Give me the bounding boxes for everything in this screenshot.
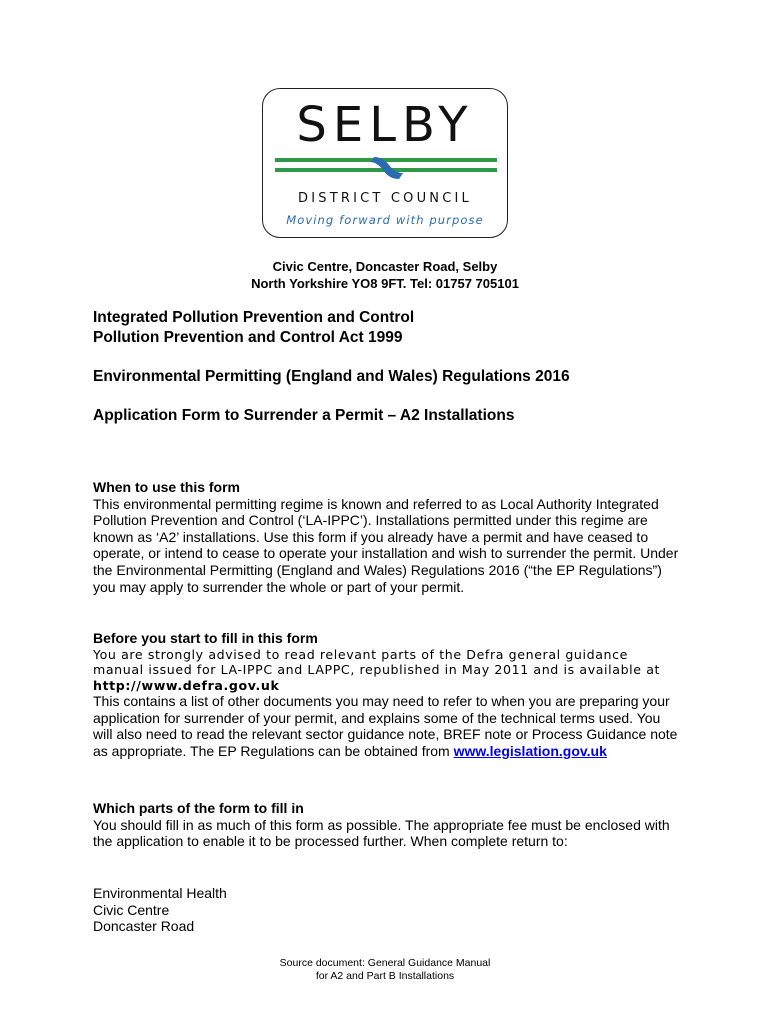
section-heading: Before you start to fill in this form bbox=[93, 630, 318, 646]
section-body-text: This contains a list of other documents you may need to refer to when you are preparing your application for surrender of your permit, and explains some of the technical terms used. You will also need to read the relevant sector guidance note, BREF note or Process Guidance note as appropriate. The EP Regulations can be obtained from bbox=[93, 693, 678, 759]
section-before-you-start bbox=[93, 630, 683, 759]
section-body: You should fill in as much of this form as possible. The appropriate fee must be enclosed with the application to enable it to be processed further. When complete return to: bbox=[93, 816, 670, 850]
return-address-line: Environmental Health bbox=[93, 885, 227, 901]
defra-url: http://www.defra.gov.uk bbox=[93, 677, 280, 693]
logo-tagline: Moving forward with purpose bbox=[286, 213, 484, 227]
return-address-line: Civic Centre bbox=[93, 901, 170, 918]
legislation-link[interactable]: www.legislation.gov.uk bbox=[453, 742, 607, 759]
logo-wordmark: SELBY bbox=[296, 97, 474, 153]
title-application-form: Application Form to Surrender a Permit – A2 Installations bbox=[93, 407, 515, 424]
section-heading: Which parts of the form to fill in bbox=[93, 800, 304, 816]
title-ippc: Integrated Pollution Prevention and Control bbox=[93, 309, 415, 326]
council-logo bbox=[262, 88, 508, 238]
section-body: This environmental permitting regime is known and referred to as Local Authority Integrated Pollution Prevention and Control (‘LA-IPPC’). Installations permitted under this regime are known as ‘A2’ installations. Use this form if you already have a permit and have ceased to operate, or intend to cease to operate your installation and wish to surrender the permit. Under the Environmental Permitting (England and Wales) Regulations 2016 (“the EP Regulations”) you may apply to surrender the whole or part of your permit. bbox=[93, 495, 679, 595]
guidance-intro-text: You are strongly advised to read relevant parts of the Defra general guidance manual issued for LA-IPPC and LAPPC, republished in May 2011 and is available at bbox=[93, 646, 661, 678]
logo-river-icon bbox=[271, 155, 501, 187]
section-body bbox=[93, 693, 683, 759]
guidance-intro bbox=[93, 647, 683, 694]
return-address bbox=[93, 885, 683, 935]
return-address-line: Doncaster Road bbox=[93, 918, 195, 935]
logo-subtitle: DISTRICT COUNCIL bbox=[298, 191, 472, 206]
title-ppc-act: Pollution Prevention and Control Act 1999 bbox=[93, 329, 403, 346]
footer-line-2: for A2 and Part B Installations bbox=[315, 970, 455, 982]
section-which-parts bbox=[93, 800, 683, 850]
section-when-to-use bbox=[93, 479, 683, 595]
address-line-1: Civic Centre, Doncaster Road, Selby bbox=[272, 259, 498, 274]
source-footer bbox=[0, 957, 770, 983]
footer-line-1: Source document: General Guidance Manual bbox=[279, 957, 491, 969]
address-line-2: North Yorkshire YO8 9FT. Tel: 01757 705101 bbox=[251, 276, 519, 291]
section-heading: When to use this form bbox=[93, 479, 240, 495]
title-regulations: Environmental Permitting (England and Wales) Regulations 2016 bbox=[93, 368, 570, 385]
